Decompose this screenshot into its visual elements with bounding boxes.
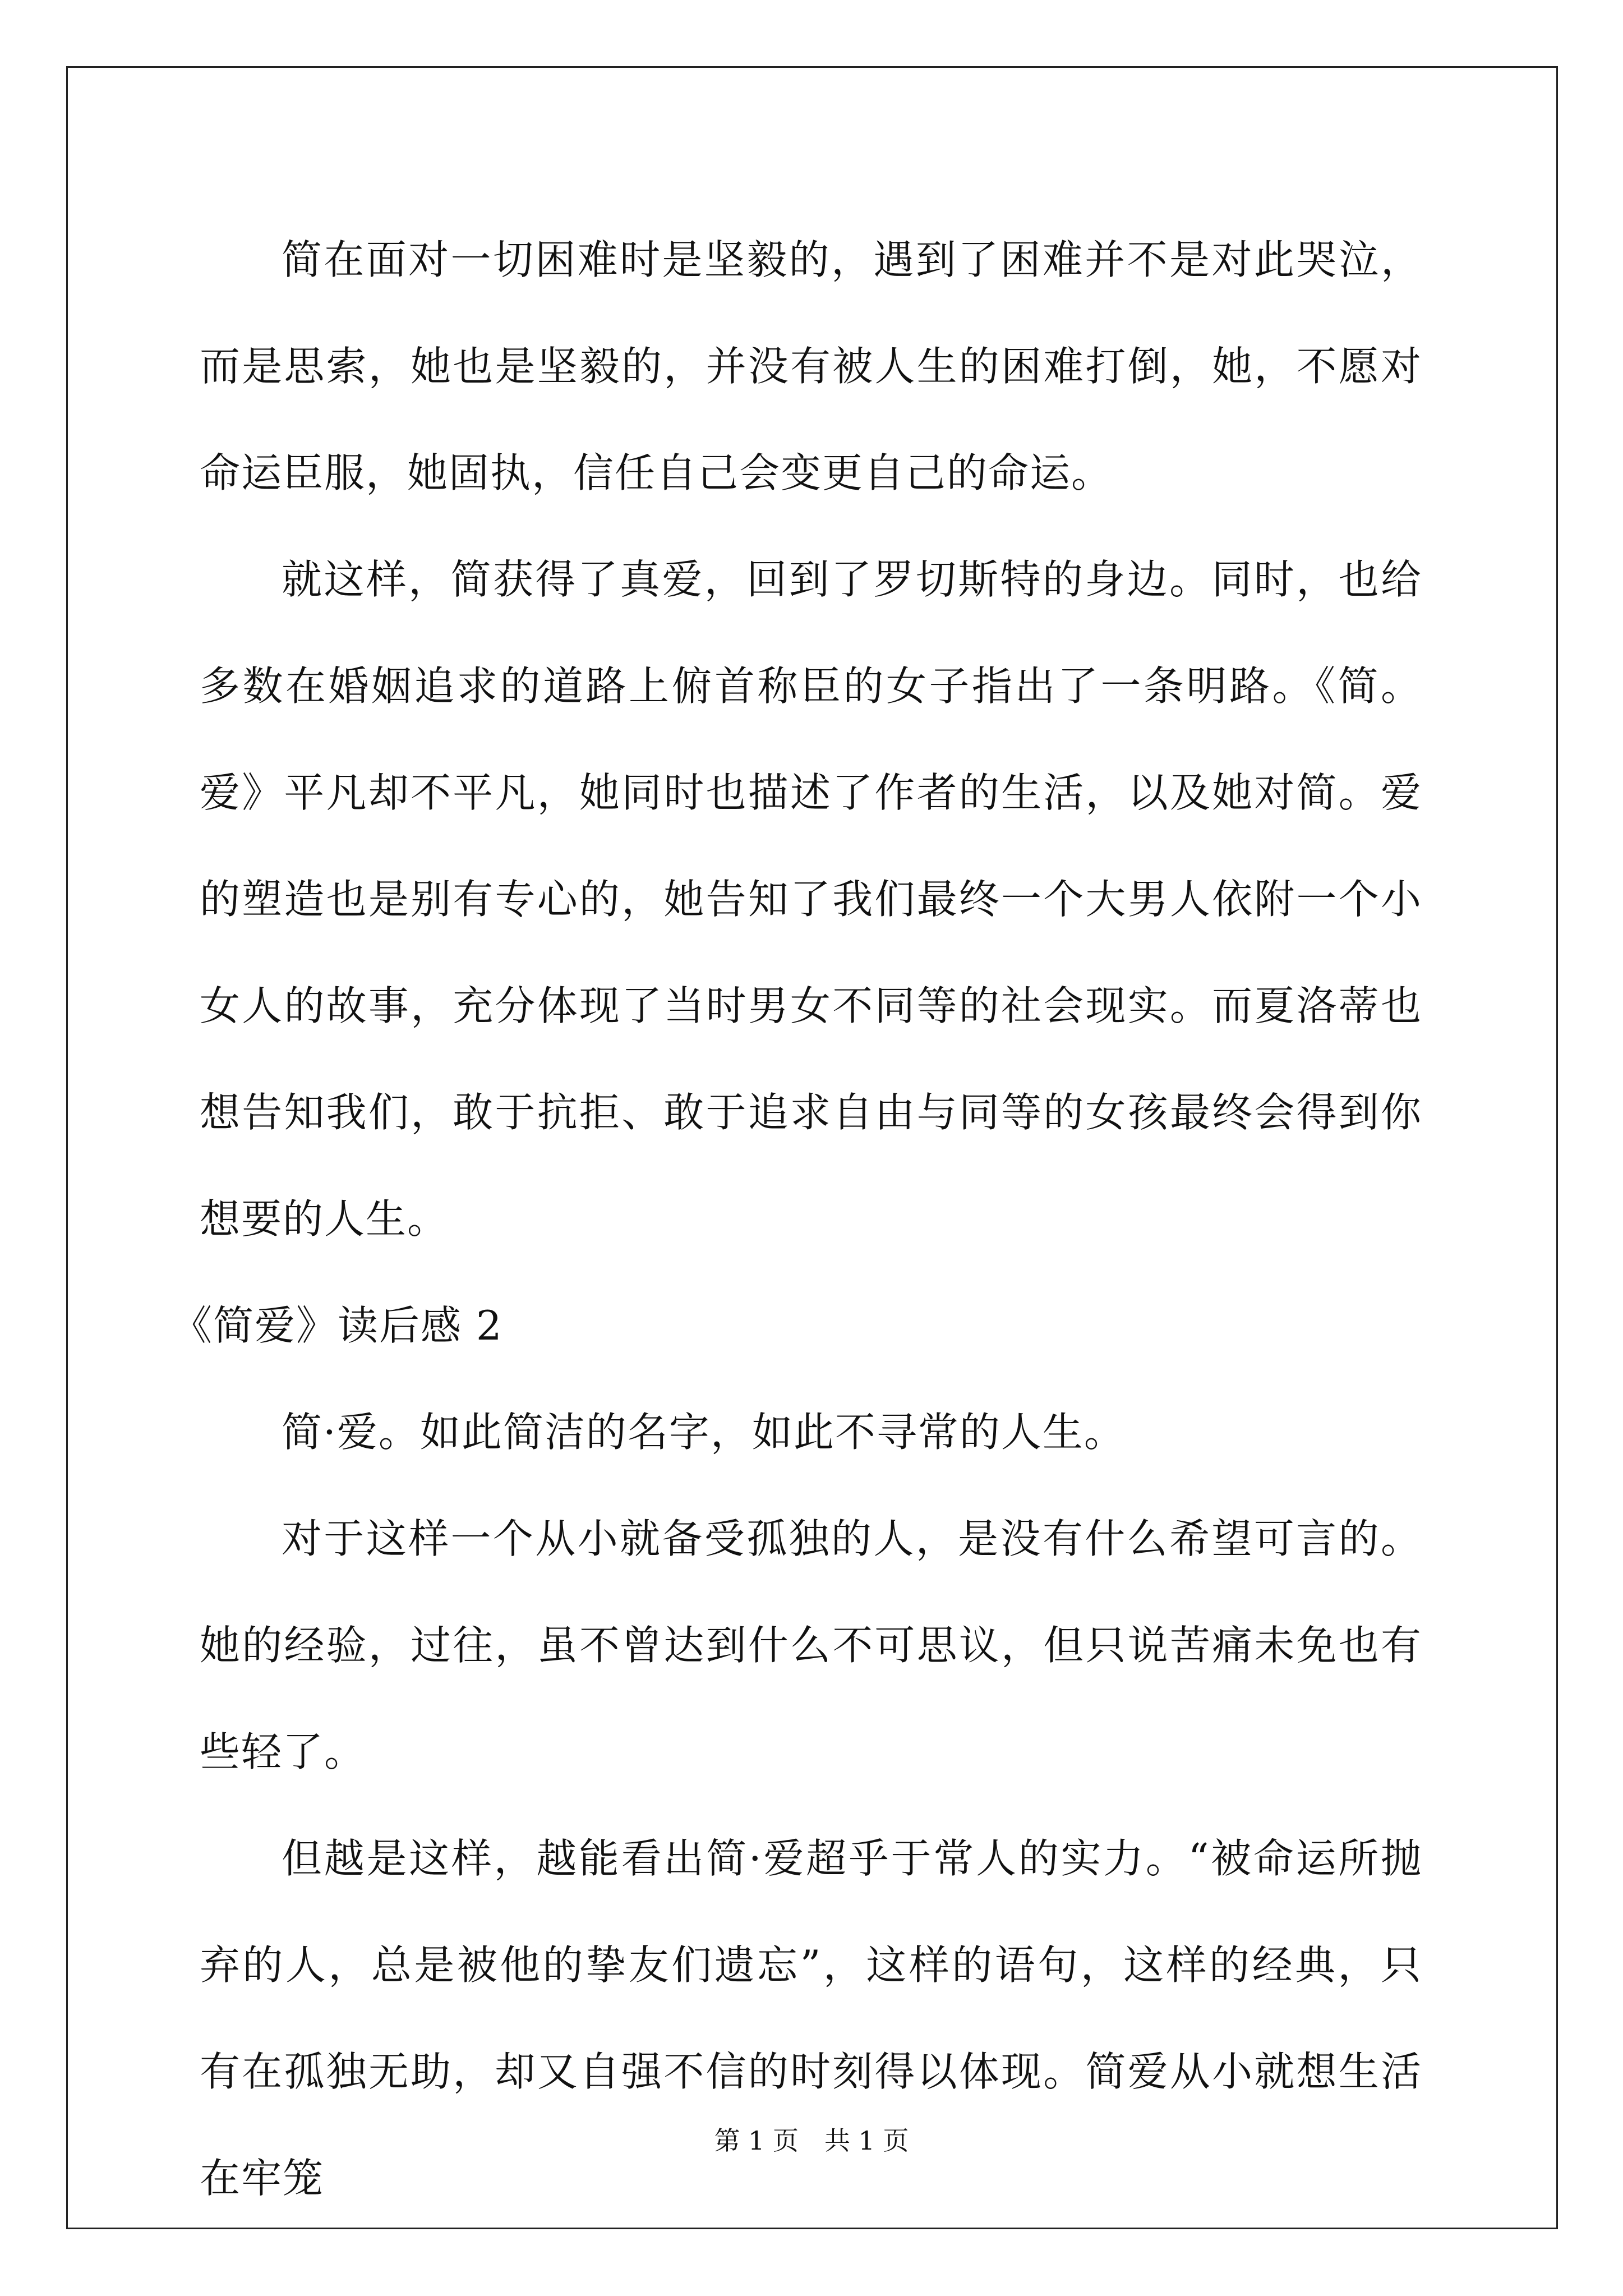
section-paragraph-3: 但越是这样，越能看出简·爱超乎于常人的实力。“被命运所抛弃的人，总是被他的挚友们遗忘”，这样的语句，这样的经典，只有在孤独无助，却又自强不信的时刻得以体现。简爱从小就想生活在牢笼 xyxy=(200,1835,1422,2202)
section-paragraph-2: 对于这样一个从小就备受孤独的人，是没有什么希望可言的。她的经验，过往，虽不曾达到什么不可思议，但只说苦痛未免也有些轻了。 xyxy=(200,1515,1422,1775)
document-body xyxy=(172,206,1422,2231)
section-title: 《简爱》读后感 2 xyxy=(172,1302,503,1349)
paragraph-2: 就这样，简获得了真爱，回到了罗切斯特的身边。同时，也给多数在婚姻追求的道路上俯首称臣的女子指出了一条明路。《简。爱》平凡却不平凡，她同时也描述了作者的生活，以及她对简。爱的塑造也是别有专心的，她告知了我们最终一个大男人依附一个小女人的故事，充分体现了当时男女不同等的社会现实。而夏洛蒂也想告知我们，敢于抗拒、敢于追求自由与同等的女孩最终会得到你想要的人生。 xyxy=(200,556,1422,1243)
page-footer: 第 1 页 共 1 页 xyxy=(714,2125,909,2156)
paragraph-1: 简在面对一切困难时是坚毅的，遇到了困难并不是对此哭泣，而是思索，她也是坚毅的，并没有被人生的困难打倒，她，不愿对命运臣服，她固执，信任自己会变更自己的命运。 xyxy=(200,236,1422,496)
section-paragraph-1: 简·爱。如此简洁的名字，如此不寻常的人生。 xyxy=(282,1409,1126,1456)
